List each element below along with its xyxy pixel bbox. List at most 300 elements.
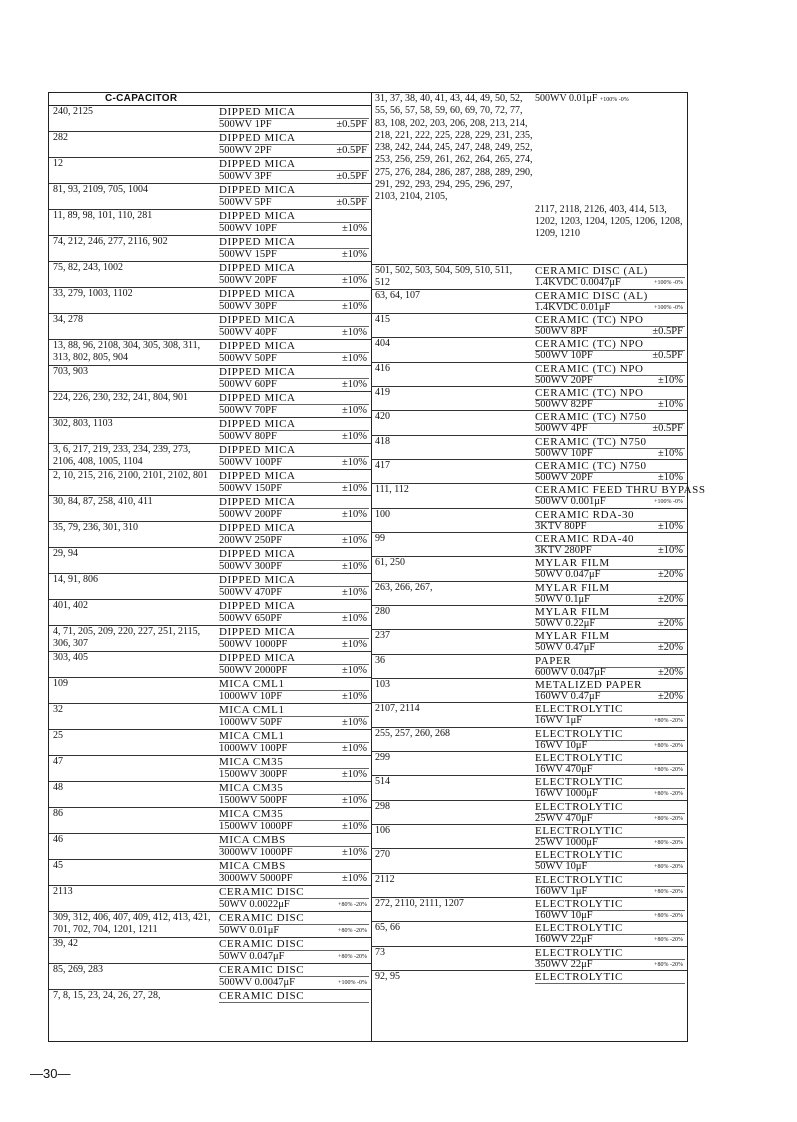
table-row <box>49 574 371 600</box>
table-row <box>49 730 371 756</box>
ref-numbers: 3, 6, 217, 219, 233, 234, 239, 273, 2106, 408, 1005, 1104 <box>53 444 191 467</box>
table-row <box>371 679 687 703</box>
tolerance: +80% -20% <box>654 767 683 773</box>
tolerance: ±10% <box>341 717 367 728</box>
table-row <box>49 132 371 158</box>
table-row <box>371 509 687 533</box>
tolerance: ±10% <box>341 379 367 390</box>
capacitor-type: ELECTROLYTIC <box>535 947 685 960</box>
capacitor-spec: 1000WV 10PF <box>219 691 283 702</box>
capacitor-type: CERAMIC (TC) NPO <box>535 387 685 400</box>
ref-numbers: 309, 312, 406, 407, 409, 412, 413, 421, 701, 702, 704, 1201, 1211 <box>53 912 211 935</box>
table-row <box>371 947 687 971</box>
table-row <box>371 557 687 582</box>
ref-numbers: 111, 112 <box>375 484 409 495</box>
ref-numbers: 282 <box>53 132 68 143</box>
ref-numbers: 272, 2110, 2111, 1207 <box>375 898 464 909</box>
ref-numbers: 63, 64, 107 <box>375 290 420 301</box>
tolerance: +80% -20% <box>654 962 683 968</box>
capacitor-spec: 500WV 470PF <box>219 587 283 598</box>
left-column <box>49 93 372 1041</box>
tolerance: +80% -20% <box>338 928 367 934</box>
capacitor-spec: 500WV 10PF <box>219 223 277 234</box>
right-top-tol: +100% -0% <box>599 97 629 103</box>
table-row <box>371 752 687 776</box>
ref-numbers: 270 <box>375 849 390 860</box>
ref-numbers: 11, 89, 98, 101, 110, 281 <box>53 210 153 221</box>
capacitor-type: CERAMIC (TC) NPO <box>535 338 685 351</box>
capacitor-parts-table <box>48 92 706 1042</box>
capacitor-spec: 16WV 10μF <box>535 740 588 751</box>
capacitor-type: MYLAR FILM <box>535 606 685 619</box>
ref-numbers: 2107, 2114 <box>375 703 420 714</box>
capacitor-spec: 1500WV 1000PF <box>219 821 293 832</box>
tolerance: ±10% <box>341 353 367 364</box>
ref-numbers: 92, 95 <box>375 971 400 982</box>
left-rows <box>49 106 371 1002</box>
ref-numbers: 33, 279, 1003, 1102 <box>53 288 133 299</box>
ref-numbers: 75, 82, 243, 1002 <box>53 262 123 273</box>
ref-numbers: 48 <box>53 782 63 793</box>
table-row <box>49 106 371 132</box>
capacitor-spec: 500WV 300PF <box>219 561 283 572</box>
table-row <box>371 922 687 947</box>
table-row <box>49 314 371 340</box>
tolerance: ±0.5PF <box>336 171 367 182</box>
tolerance: +80% -20% <box>654 743 683 749</box>
table-row <box>371 776 687 801</box>
tolerance: ±0.5PF <box>336 197 367 208</box>
capacitor-spec: 3KTV 80PF <box>535 521 587 532</box>
capacitor-type: CERAMIC DISC <box>219 964 369 977</box>
table-row <box>49 626 371 652</box>
capacitor-spec: 500WV 40PF <box>219 327 277 338</box>
tolerance: ±10% <box>341 873 367 884</box>
capacitor-spec: 500WV 8PF <box>535 326 588 337</box>
capacitor-spec: 1000WV 50PF <box>219 717 283 728</box>
tolerance: ±20% <box>657 691 683 702</box>
capacitor-spec: 1.4KVDC 0.01μF <box>535 302 611 313</box>
capacitor-spec: 500WV 10PF <box>535 448 593 459</box>
table-row <box>49 392 371 418</box>
ref-numbers: 12 <box>53 158 63 169</box>
capacitor-spec: 500WV 80PF <box>219 431 277 442</box>
ref-numbers: 30, 84, 87, 258, 410, 411 <box>53 496 153 507</box>
capacitor-spec: 50WV 0.0022μF <box>219 899 290 910</box>
tolerance: ±10% <box>657 399 683 410</box>
capacitor-type: MICA CMBS <box>219 860 369 873</box>
capacitor-type: PAPER <box>535 655 685 668</box>
capacitor-type: DIPPED MICA <box>219 522 369 535</box>
capacitor-spec: 500WV 10PF <box>535 350 593 361</box>
capacitor-type: DIPPED MICA <box>219 392 369 405</box>
table-row <box>371 533 687 557</box>
capacitor-spec: 16WV 1μF <box>535 715 583 726</box>
capacitor-spec: 500WV 1000PF <box>219 639 288 650</box>
table-row <box>49 288 371 314</box>
ref-numbers: 299 <box>375 752 390 763</box>
ref-numbers: 703, 903 <box>53 366 88 377</box>
capacitor-spec: 500WV 20PF <box>535 375 593 386</box>
table-row <box>371 338 687 363</box>
capacitor-spec: 200WV 250PF <box>219 535 283 546</box>
capacitor-type: MICA CM35 <box>219 782 369 795</box>
table-row <box>49 600 371 626</box>
capacitor-type: MICA CML1 <box>219 704 369 717</box>
capacitor-type: MICA CM35 <box>219 756 369 769</box>
right-top-block <box>371 93 687 265</box>
capacitor-spec: 1000WV 100PF <box>219 743 288 754</box>
table-row <box>49 496 371 522</box>
tolerance: ±10% <box>341 275 367 286</box>
capacitor-spec: 500WV 1PF <box>219 119 272 130</box>
capacitor-spec: 50WV 0.047μF <box>219 951 285 962</box>
table-row <box>49 184 371 210</box>
tolerance: +100% -0% <box>654 499 683 505</box>
ref-numbers: 404 <box>375 338 390 349</box>
capacitor-type: ELECTROLYTIC <box>535 849 685 862</box>
tolerance: +80% -20% <box>654 718 683 724</box>
capacitor-spec: 50WV 0.1μF <box>535 594 591 605</box>
tolerance: +80% -20% <box>654 889 683 895</box>
table-row <box>49 938 371 964</box>
ref-numbers: 13, 88, 96, 2108, 304, 305, 308, 311, 313, 802, 805, 904 <box>53 340 201 363</box>
capacitor-spec: 1500WV 300PF <box>219 769 288 780</box>
table-row <box>49 990 371 1002</box>
table-row <box>371 314 687 338</box>
capacitor-type: ELECTROLYTIC <box>535 825 685 838</box>
capacitor-type: ELECTROLYTIC <box>535 728 685 741</box>
table-row <box>371 290 687 314</box>
capacitor-spec: 500WV 3PF <box>219 171 272 182</box>
capacitor-spec: 160WV 22μF <box>535 934 593 945</box>
capacitor-type: CERAMIC DISC (AL) <box>535 265 685 278</box>
capacitor-type: DIPPED MICA <box>219 470 369 483</box>
capacitor-type: MYLAR FILM <box>535 557 685 570</box>
tolerance: ±10% <box>341 405 367 416</box>
capacitor-spec: 500WV 2000PF <box>219 665 288 676</box>
tolerance: ±10% <box>341 639 367 650</box>
ref-numbers: 419 <box>375 387 390 398</box>
ref-numbers: 36 <box>375 655 385 666</box>
capacitor-spec: 16WV 1000μF <box>535 788 598 799</box>
table-row <box>49 548 371 574</box>
tolerance: ±10% <box>341 613 367 624</box>
ref-numbers: 501, 502, 503, 504, 509, 510, 511, 512 <box>375 265 513 288</box>
table-row <box>49 444 371 470</box>
tolerance: ±20% <box>657 618 683 629</box>
table-row <box>49 236 371 262</box>
capacitor-type: DIPPED MICA <box>219 288 369 301</box>
tolerance: ±10% <box>341 795 367 806</box>
table-row <box>371 728 687 752</box>
ref-numbers: 514 <box>375 776 390 787</box>
table-row <box>371 387 687 411</box>
tolerance: ±20% <box>657 642 683 653</box>
capacitor-spec: 500WV 100PF <box>219 457 283 468</box>
ref-numbers: 39, 42 <box>53 938 78 949</box>
capacitor-type: DIPPED MICA <box>219 132 369 145</box>
capacitor-spec: 600WV 0.047μF <box>535 667 606 678</box>
tolerance: ±10% <box>341 769 367 780</box>
tolerance: +80% -20% <box>338 954 367 960</box>
capacitor-spec: 500WV 82PF <box>535 399 593 410</box>
table-row <box>49 418 371 444</box>
ref-numbers: 34, 278 <box>53 314 83 325</box>
capacitor-type: DIPPED MICA <box>219 574 369 587</box>
capacitor-spec: 25WV 470μF <box>535 813 593 824</box>
tolerance: ±10% <box>657 448 683 459</box>
tolerance: ±20% <box>657 594 683 605</box>
capacitor-type: DIPPED MICA <box>219 366 369 379</box>
capacitor-type: DIPPED MICA <box>219 444 369 457</box>
right-top-desc <box>535 93 685 240</box>
tolerance: +80% -20% <box>654 791 683 797</box>
ref-numbers: 85, 269, 283 <box>53 964 103 975</box>
capacitor-type: DIPPED MICA <box>219 262 369 275</box>
table-row <box>49 366 371 392</box>
capacitor-type: ELECTROLYTIC <box>535 776 685 789</box>
ref-numbers: 14, 91, 806 <box>53 574 98 585</box>
capacitor-type: DIPPED MICA <box>219 158 369 171</box>
table-row <box>371 849 687 874</box>
tolerance: ±10% <box>341 457 367 468</box>
ref-numbers: 25 <box>53 730 63 741</box>
tolerance: ±0.5PF <box>336 145 367 156</box>
table-row <box>371 898 687 922</box>
capacitor-type: ELECTROLYTIC <box>535 922 685 935</box>
capacitor-type: ELECTROLYTIC <box>535 971 685 984</box>
ref-numbers: 255, 257, 260, 268 <box>375 728 450 739</box>
capacitor-type: DIPPED MICA <box>219 210 369 223</box>
capacitor-type: DIPPED MICA <box>219 652 369 665</box>
capacitor-type: METALIZED PAPER <box>535 679 685 692</box>
tolerance: +80% -20% <box>654 937 683 943</box>
capacitor-type: CERAMIC DISC <box>219 938 369 951</box>
capacitor-spec: 50WV 0.01μF <box>219 925 280 936</box>
ref-numbers: 106 <box>375 825 390 836</box>
capacitor-type: MYLAR FILM <box>535 630 685 643</box>
capacitor-spec: 160WV 0.47μF <box>535 691 601 702</box>
table-row <box>49 678 371 704</box>
capacitor-type: MICA CML1 <box>219 730 369 743</box>
tolerance: ±10% <box>341 821 367 832</box>
tolerance: ±10% <box>341 535 367 546</box>
capacitor-spec: 3000WV 1000PF <box>219 847 293 858</box>
table-row <box>49 808 371 834</box>
capacitor-spec: 50WV 0.047μF <box>535 569 601 580</box>
tolerance: +80% -20% <box>338 902 367 908</box>
tolerance: +80% -20% <box>654 864 683 870</box>
ref-numbers: 74, 212, 246, 277, 2116, 902 <box>53 236 168 247</box>
capacitor-spec: 50WV 0.47μF <box>535 642 596 653</box>
ref-numbers: 416 <box>375 363 390 374</box>
ref-numbers: 81, 93, 2109, 705, 1004 <box>53 184 148 195</box>
tolerance: ±10% <box>657 521 683 532</box>
right-column <box>371 93 706 1041</box>
tolerance: ±10% <box>341 301 367 312</box>
table-row <box>49 704 371 730</box>
table-row <box>371 484 706 509</box>
capacitor-type: CERAMIC DISC <box>219 990 369 1003</box>
capacitor-type: CERAMIC DISC <box>219 912 369 925</box>
table-row <box>49 652 371 678</box>
capacitor-spec: 500WV 15PF <box>219 249 277 260</box>
tolerance: ±10% <box>341 561 367 572</box>
capacitor-type: ELECTROLYTIC <box>535 898 685 911</box>
capacitor-type: DIPPED MICA <box>219 548 369 561</box>
capacitor-spec: 500WV 70PF <box>219 405 277 416</box>
tolerance: +100% -0% <box>654 305 683 311</box>
ref-numbers: 401, 402 <box>53 600 88 611</box>
table-row <box>371 630 687 655</box>
table-row <box>371 460 687 484</box>
ref-numbers: 298 <box>375 801 390 812</box>
table-row <box>49 210 371 236</box>
table-row <box>49 340 371 366</box>
ref-numbers: 237 <box>375 630 390 641</box>
ref-numbers: 417 <box>375 460 390 471</box>
capacitor-spec: 500WV 200PF <box>219 509 283 520</box>
capacitor-spec: 500WV 20PF <box>219 275 277 286</box>
table-title: C-CAPACITOR <box>49 93 371 106</box>
ref-numbers: 2112 <box>375 874 395 885</box>
ref-numbers: 45 <box>53 860 63 871</box>
ref-numbers: 32 <box>53 704 63 715</box>
table-row <box>371 363 687 387</box>
ref-numbers: 303, 405 <box>53 652 88 663</box>
capacitor-spec: 500WV 2PF <box>219 145 272 156</box>
capacitor-type: MICA CML1 <box>219 678 369 691</box>
capacitor-type: CERAMIC DISC (AL) <box>535 290 685 303</box>
tolerance: ±10% <box>341 483 367 494</box>
tolerance: ±10% <box>341 847 367 858</box>
capacitor-type: DIPPED MICA <box>219 314 369 327</box>
table-row <box>371 582 687 606</box>
table-row <box>49 912 371 938</box>
ref-numbers: 415 <box>375 314 390 325</box>
capacitor-spec: 16WV 470μF <box>535 764 593 775</box>
table-row <box>371 703 687 728</box>
capacitor-type: CERAMIC (TC) NPO <box>535 363 685 376</box>
tolerance: ±10% <box>341 249 367 260</box>
capacitor-spec: 500WV 60PF <box>219 379 277 390</box>
tolerance: +100% -0% <box>338 980 367 986</box>
right-top-spec: 500WV 0.01μF <box>535 93 598 104</box>
capacitor-spec: 500WV 4PF <box>535 423 588 434</box>
capacitor-type: DIPPED MICA <box>219 340 369 353</box>
right-top-refs-cont: 2117, 2118, 2126, 403, 414, 513, 1202, 1203, 1204, 1205, 1206, 1208, 1209, 1210 <box>535 204 683 239</box>
ref-numbers: 4, 71, 205, 209, 220, 227, 251, 2115, 306, 307 <box>53 626 201 649</box>
table-row <box>371 655 687 679</box>
tolerance: ±10% <box>341 431 367 442</box>
ref-numbers: 65, 66 <box>375 922 400 933</box>
table-row <box>49 964 371 990</box>
table-row <box>49 158 371 184</box>
capacitor-spec: 500WV 20PF <box>535 472 593 483</box>
ref-numbers: 280 <box>375 606 390 617</box>
tolerance: ±10% <box>657 472 683 483</box>
capacitor-type: CERAMIC DISC <box>219 886 369 899</box>
capacitor-spec: 500WV 50PF <box>219 353 277 364</box>
capacitor-spec: 3KTV 280PF <box>535 545 592 556</box>
tolerance: ±10% <box>657 545 683 556</box>
capacitor-spec: 500WV 5PF <box>219 197 272 208</box>
capacitor-type: ELECTROLYTIC <box>535 752 685 765</box>
capacitor-type: MICA CM35 <box>219 808 369 821</box>
tolerance: +80% -20% <box>654 816 683 822</box>
capacitor-spec: 500WV 0.001μF <box>535 496 606 507</box>
capacitor-type: MYLAR FILM <box>535 582 685 595</box>
ref-numbers: 29, 94 <box>53 548 78 559</box>
ref-numbers: 73 <box>375 947 385 958</box>
tolerance: ±10% <box>341 743 367 754</box>
capacitor-spec: 1.4KVDC 0.0047μF <box>535 277 621 288</box>
capacitor-spec: 3000WV 5000PF <box>219 873 293 884</box>
capacitor-spec: 500WV 650PF <box>219 613 283 624</box>
ref-numbers: 61, 250 <box>375 557 405 568</box>
tolerance: ±10% <box>341 223 367 234</box>
table-row <box>371 606 687 630</box>
capacitor-type: DIPPED MICA <box>219 418 369 431</box>
ref-numbers: 86 <box>53 808 63 819</box>
table-row <box>371 265 687 290</box>
capacitor-spec: 1500WV 500PF <box>219 795 288 806</box>
capacitor-spec: 160WV 10μF <box>535 910 593 921</box>
tolerance: ±10% <box>341 327 367 338</box>
ref-numbers: 109 <box>53 678 68 689</box>
tolerance: ±0.5PF <box>652 326 683 337</box>
capacitor-type: ELECTROLYTIC <box>535 801 685 814</box>
table-row <box>49 756 371 782</box>
tolerance: +80% -20% <box>654 913 683 919</box>
table-row <box>371 411 687 436</box>
ref-numbers: 224, 226, 230, 232, 241, 804, 901 <box>53 392 188 403</box>
tolerance: ±20% <box>657 667 683 678</box>
table-row <box>49 834 371 860</box>
tolerance: ±20% <box>657 569 683 580</box>
ref-numbers: 46 <box>53 834 63 845</box>
tolerance: ±0.5PF <box>652 350 683 361</box>
ref-numbers: 418 <box>375 436 390 447</box>
capacitor-type: CERAMIC (TC) N750 <box>535 411 685 424</box>
capacitor-type: DIPPED MICA <box>219 600 369 613</box>
capacitor-spec: 350WV 22μF <box>535 959 593 970</box>
capacitor-spec: 160WV 1μF <box>535 886 588 897</box>
ref-numbers: 302, 803, 1103 <box>53 418 113 429</box>
capacitor-type: ELECTROLYTIC <box>535 703 685 716</box>
tolerance: +80% -20% <box>654 840 683 846</box>
table-row <box>371 971 687 983</box>
table-row <box>371 825 687 849</box>
tolerance: ±10% <box>341 665 367 676</box>
ref-numbers: 240, 2125 <box>53 106 93 117</box>
ref-numbers: 263, 266, 267, <box>375 582 433 593</box>
tolerance: ±10% <box>657 375 683 386</box>
capacitor-type: ELECTROLYTIC <box>535 874 685 887</box>
capacitor-type: DIPPED MICA <box>219 184 369 197</box>
table-row <box>49 470 371 496</box>
capacitor-type: DIPPED MICA <box>219 626 369 639</box>
ref-numbers: 99 <box>375 533 385 544</box>
capacitor-type: CERAMIC RDA-30 <box>535 509 685 522</box>
ref-numbers: 7, 8, 15, 23, 24, 26, 27, 28, <box>53 990 161 1001</box>
right-rows <box>371 265 706 983</box>
capacitor-type: DIPPED MICA <box>219 106 369 119</box>
ref-numbers: 2, 10, 215, 216, 2100, 2101, 2102, 801 <box>53 470 208 481</box>
table-row <box>49 860 371 886</box>
table-row <box>49 262 371 288</box>
